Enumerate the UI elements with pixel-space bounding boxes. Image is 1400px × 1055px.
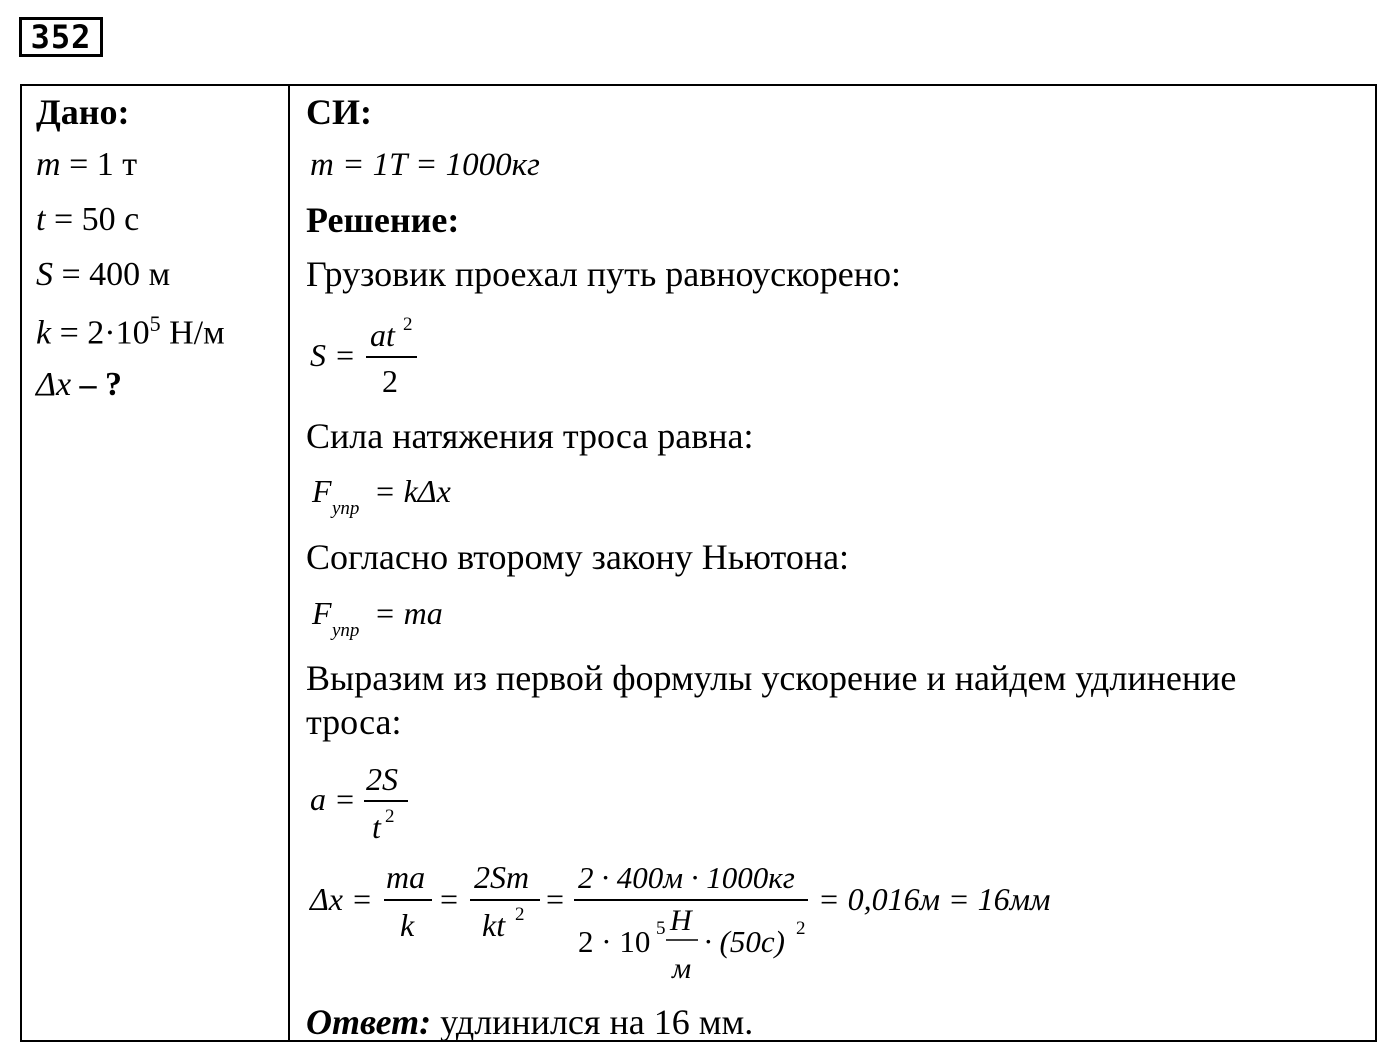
given-mass-var: m	[36, 146, 61, 183]
given-distance-var: S	[36, 256, 53, 293]
paragraph-express-line2: троса:	[306, 702, 402, 742]
given-stiffness-value: = 2·10	[51, 314, 150, 352]
given-mass-value: = 1 т	[60, 146, 138, 183]
solution-header: Решение:	[306, 200, 460, 240]
si-header: СИ:	[306, 92, 372, 132]
formula-tension-sub: упр	[332, 498, 360, 519]
answer-text: удлинился на 16 мм.	[431, 1002, 754, 1042]
formula-acceleration-den-exp: 2	[385, 806, 395, 827]
formula-acceleration-den: t	[372, 809, 381, 845]
given-stiffness-exp: 5	[149, 311, 161, 336]
paragraph-tension: Сила натяжения троса равна:	[306, 416, 754, 456]
paragraph-express-line1: Выразим из первой формулы ускорение и найдем удлинение	[306, 658, 1237, 698]
given-distance-value: = 400 м	[53, 256, 171, 293]
formula-elongation-d2: kt	[482, 907, 506, 943]
given-time	[36, 201, 139, 239]
given-header: Дано:	[36, 92, 130, 132]
formula-distance-den: 2	[382, 363, 398, 399]
formula-newton-F: F	[312, 595, 332, 631]
formula-elongation-n3: 2 · 400м · 1000кг	[578, 860, 795, 895]
column-divider	[288, 84, 290, 1042]
given-unknown-mark: – ?	[71, 366, 123, 403]
formula-newton-sub: упр	[332, 620, 360, 641]
formula-distance-num-exp: 2	[403, 314, 413, 335]
formula-newton-rhs: = ma	[374, 595, 443, 631]
formula-elongation-d2-exp: 2	[515, 904, 525, 925]
given-time-var: t	[36, 201, 46, 238]
formula-tension-rhs: = kΔx	[374, 473, 451, 509]
formula-acceleration-lhs: a =	[310, 781, 356, 817]
formula-newton	[300, 590, 520, 650]
formula-acceleration-num: 2S	[366, 761, 398, 797]
problem-number: 352	[19, 17, 103, 57]
formula-elongation-d3exp: 5	[656, 918, 666, 939]
formula-elongation-d3H: H	[670, 904, 692, 937]
paragraph-path: Грузовик проехал путь равноускорено:	[306, 254, 902, 294]
paragraph-newton: Согласно второму закону Ньютона:	[306, 537, 850, 577]
given-stiffness	[36, 311, 225, 352]
formula-elongation-d3m: м	[672, 952, 692, 985]
given-unknown-var: Δx	[36, 366, 72, 403]
formula-elongation-eq1: =	[440, 881, 459, 917]
si-conversion: m = 1T = 1000кг	[310, 147, 540, 183]
formula-elongation-d3b-exp: 2	[796, 918, 806, 939]
formula-elongation-n2: 2Sm	[474, 859, 530, 895]
given-time-value: = 50 с	[45, 201, 140, 238]
formula-distance-num: at	[370, 317, 395, 353]
formula-acceleration	[300, 752, 460, 852]
formula-elongation-d1: k	[400, 907, 415, 943]
formula-elongation-d3a: 2 · 10	[578, 924, 651, 959]
answer-label: Ответ:	[306, 1002, 432, 1042]
given-unknown	[36, 366, 122, 404]
formula-elongation-d3b: · (50с)	[704, 924, 785, 959]
formula-elongation-n1: ma	[386, 859, 426, 895]
answer-line	[306, 1000, 753, 1044]
formula-tension-F: F	[312, 473, 332, 509]
formula-distance-lhs: S =	[310, 337, 356, 373]
formula-elongation-eq2: =	[546, 881, 565, 917]
formula-elongation-result: = 0,016м = 16мм	[818, 881, 1051, 917]
given-stiffness-unit: Н/м	[160, 314, 225, 352]
given-stiffness-var: k	[36, 314, 52, 352]
formula-elongation-lhs: Δx =	[310, 881, 373, 917]
formula-elongation	[300, 850, 1120, 990]
given-mass	[36, 146, 137, 184]
formula-tension	[300, 468, 520, 528]
formula-distance	[300, 308, 460, 408]
given-distance	[36, 256, 170, 294]
